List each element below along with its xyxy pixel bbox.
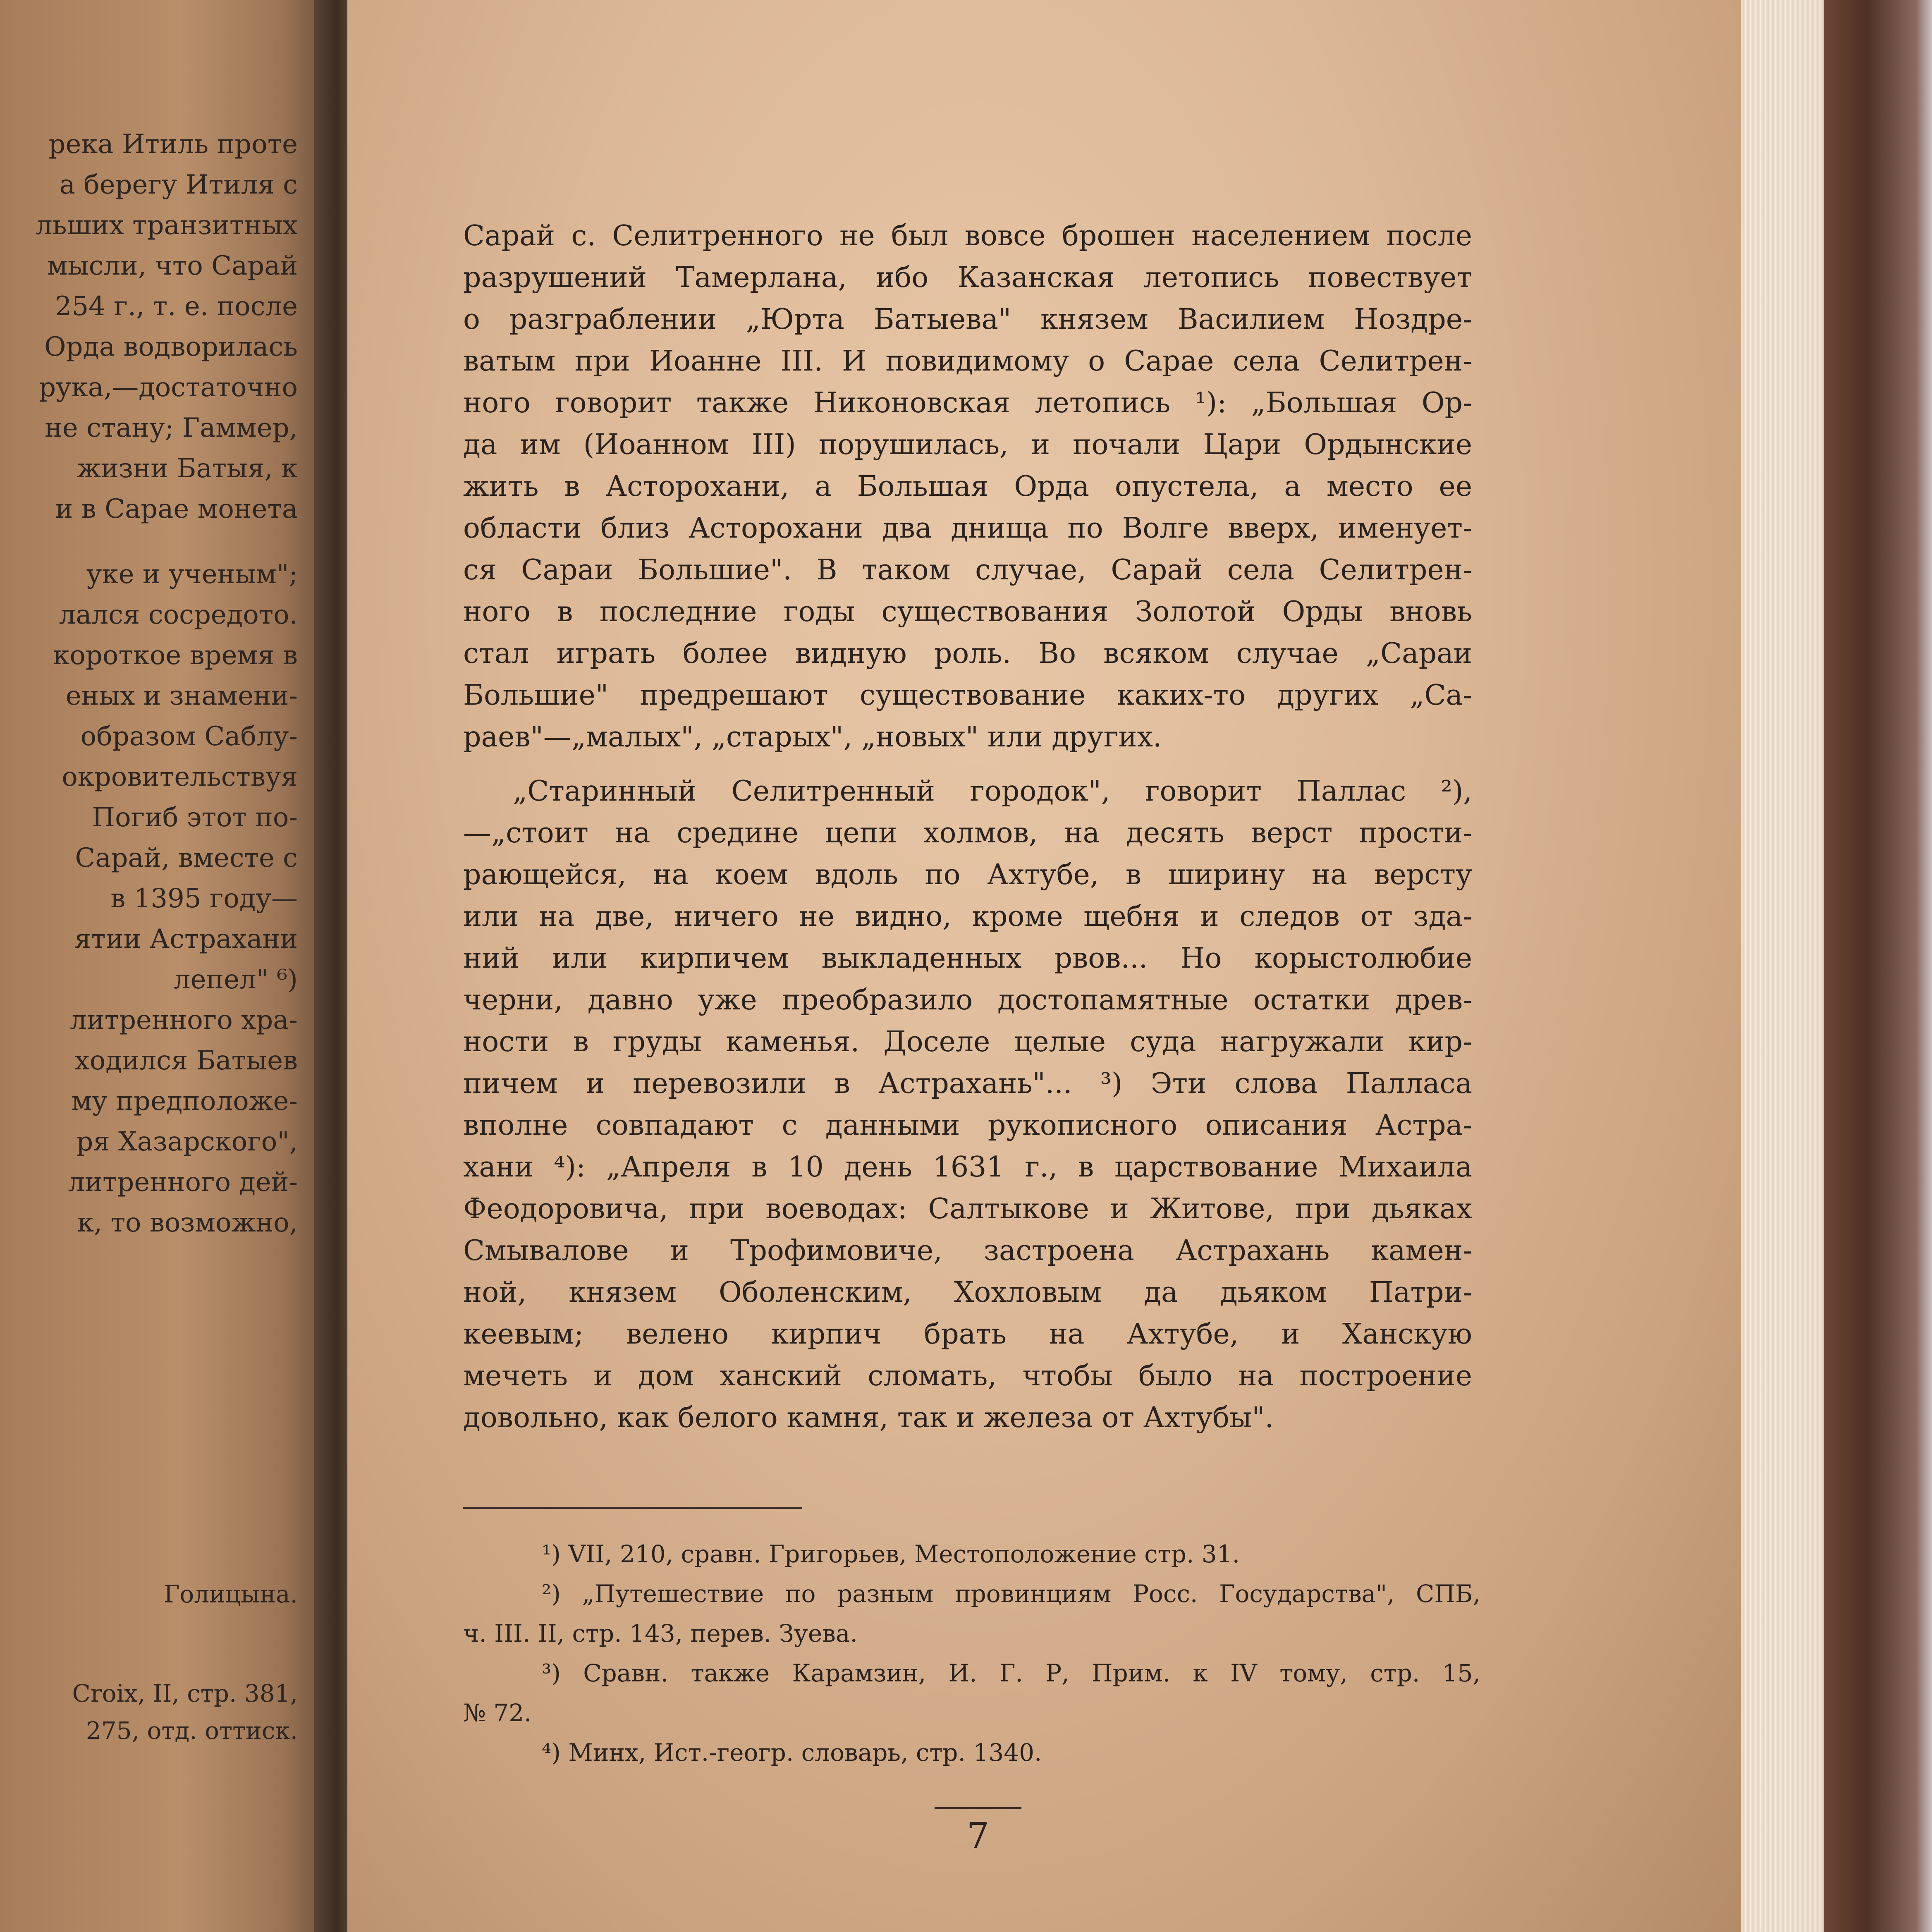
page-number-rule <box>935 1807 1021 1809</box>
left-line: Сарай, вместе с <box>75 843 298 873</box>
left-line: уке и ученым"; <box>86 559 298 590</box>
left-line: короткое время в <box>53 640 298 671</box>
footnotes <box>463 1534 1480 1772</box>
left-line: ятии Астрахани <box>74 924 298 954</box>
main-text <box>463 215 1472 1439</box>
book-cover-edge <box>1824 0 1932 1932</box>
left-line: льших транзитных <box>36 210 298 241</box>
body-line: Феодоровича, при воеводах: Салтыкове и Житове, при дьяках <box>463 1193 1472 1225</box>
body-line: кеевым; велено кирпич брать на Ахтубе, и Ханскую <box>463 1318 1472 1351</box>
body-line: хани ⁴): „Апреля в 10 день 1631 г., в царствование Михаила <box>463 1151 1472 1184</box>
left-line: му предположе- <box>71 1086 298 1117</box>
left-page-text <box>0 124 298 1243</box>
left-line: литренного дей- <box>68 1167 298 1198</box>
body-line: ного в последние годы существования Золотой Орды вновь <box>463 595 1472 628</box>
body-line: рающейся, на коем вдоль по Ахтубе, в ширину на версту <box>463 858 1472 891</box>
left-line: и в Сарае монета <box>55 494 298 524</box>
body-line: да им (Иоанном III) порушилась, и почали Цари Ордынские <box>463 428 1472 461</box>
left-line: лался сосредото. <box>59 600 298 630</box>
body-line: ватым при Иоанне III. И повидимому о Сарае села Селитрен- <box>463 345 1472 378</box>
footnote-line: ⁴) Минх, Ист.-геогр. словарь, стр. 1340. <box>542 1738 1042 1767</box>
left-paragraph-gap <box>0 529 298 554</box>
left-line: мысли, что Сарай <box>47 251 298 281</box>
left-line: еных и знамени- <box>65 681 298 711</box>
footnote-line: ч. III. II, стр. 143, перев. Зуева. <box>463 1619 858 1647</box>
left-line: Орда водворилась <box>44 332 298 362</box>
left-line: ходился Батыев <box>74 1045 298 1076</box>
body-line: о разграблении „Юрта Батыева" князем Василием Ноздре- <box>463 303 1472 336</box>
left-line: Погиб этот по- <box>92 802 298 833</box>
body-line: вполне совпадают с данными рукописного описания Астра- <box>463 1109 1472 1142</box>
footnote-line: № 72. <box>463 1699 532 1727</box>
left-line: жизни Батыя, к <box>77 453 298 484</box>
footnote-divider <box>463 1507 802 1509</box>
body-line: области близ Асторохани два днища по Волге вверх, именует- <box>463 512 1472 545</box>
body-line: ся Сараи Большие". В таком случае, Сарай села Селитрен- <box>463 554 1472 586</box>
body-line: ной, князем Оболенским, Хохловым да дьяком Патри- <box>463 1276 1472 1309</box>
page-edges <box>1741 0 1824 1932</box>
left-line: образом Саблу- <box>80 721 298 752</box>
left-line: в 1395 году— <box>110 883 298 914</box>
left-line: не стану; Гаммер, <box>45 413 298 443</box>
left-line: литренного хра- <box>70 1005 298 1035</box>
body-line: ний или кирпичем выкладенных рвов... Но корыстолюбие <box>463 942 1472 975</box>
left-line: к, то возможно, <box>77 1208 298 1238</box>
body-line: мечеть и дом ханский сломать, чтобы было на построение <box>463 1360 1472 1392</box>
left-line: лепел" ⁶) <box>173 964 298 995</box>
body-line: довольно, как белого камня, так и железа от Ахтубы". <box>463 1401 1274 1434</box>
page-number: 7 <box>966 1815 990 1857</box>
left-line: река Итиль проте <box>48 129 298 160</box>
left-note-gap <box>0 1613 298 1675</box>
body-line: Сарай с. Селитренного не был вовсе брошен населением после <box>463 220 1472 252</box>
body-line: пичем и перевозили в Астрахань"... ³) Эти слова Палласа <box>463 1067 1472 1100</box>
body-line: —„стоит на средине цепи холмов, на десять верст прости- <box>463 817 1472 849</box>
left-page <box>0 0 331 1932</box>
left-line: рука,—достаточно <box>39 372 298 403</box>
left-line: ря Хазарского", <box>76 1126 298 1157</box>
body-line: жить в Асторохани, а Большая Орда опустела, а место ее <box>463 470 1472 503</box>
body-line: ности в груды каменья. Доселе целые суда нагружали кир- <box>463 1026 1472 1058</box>
body-line: или на две, ничего не видно, кроме щебня и следов от зда- <box>463 900 1472 933</box>
body-line: стал играть более видную роль. Во всяком случае „Сараи <box>463 637 1472 670</box>
paragraph-gap <box>463 758 1472 770</box>
body-line: Большие" предрешают существование каких-то других „Са- <box>463 679 1472 712</box>
body-line: черни, давно уже преобразило достопамятные остатки древ- <box>463 984 1472 1016</box>
footnote-line: ²) „Путешествие по разным провинциям Росс. Государства", СПБ, <box>542 1580 1480 1608</box>
footnote-line: ¹) VII, 210, сравн. Григорьев, Местоположение стр. 31. <box>542 1540 1240 1568</box>
body-line: ного говорит также Никоновская летопись ¹): „Большая Ор- <box>463 387 1472 419</box>
body-line: разрушений Тамерлана, ибо Казанская летопись повествует <box>463 261 1472 294</box>
left-note-line: Голицына. <box>164 1580 298 1608</box>
left-note-line: 275, отд. оттиск. <box>86 1717 298 1745</box>
left-line: окровительствуя <box>62 762 298 792</box>
left-line: 254 г., т. е. после <box>55 291 298 322</box>
body-line: раев"—„малых", „старых", „новых" или других. <box>463 721 1162 753</box>
footnote-line: ³) Сравн. также Карамзин, И. Г. Р, Прим. к IV тому, стр. 15, <box>542 1659 1480 1687</box>
left-page-footnotes <box>0 1576 298 1749</box>
left-line: а берегу Итиля с <box>59 170 298 200</box>
left-note-line: Croix, II, стр. 381, <box>72 1679 298 1707</box>
body-line: Смывалове и Трофимовиче, застроена Астрахань камен- <box>463 1234 1472 1267</box>
body-line: „Старинный Селитренный городок", говорит Паллас ²), <box>513 775 1472 808</box>
